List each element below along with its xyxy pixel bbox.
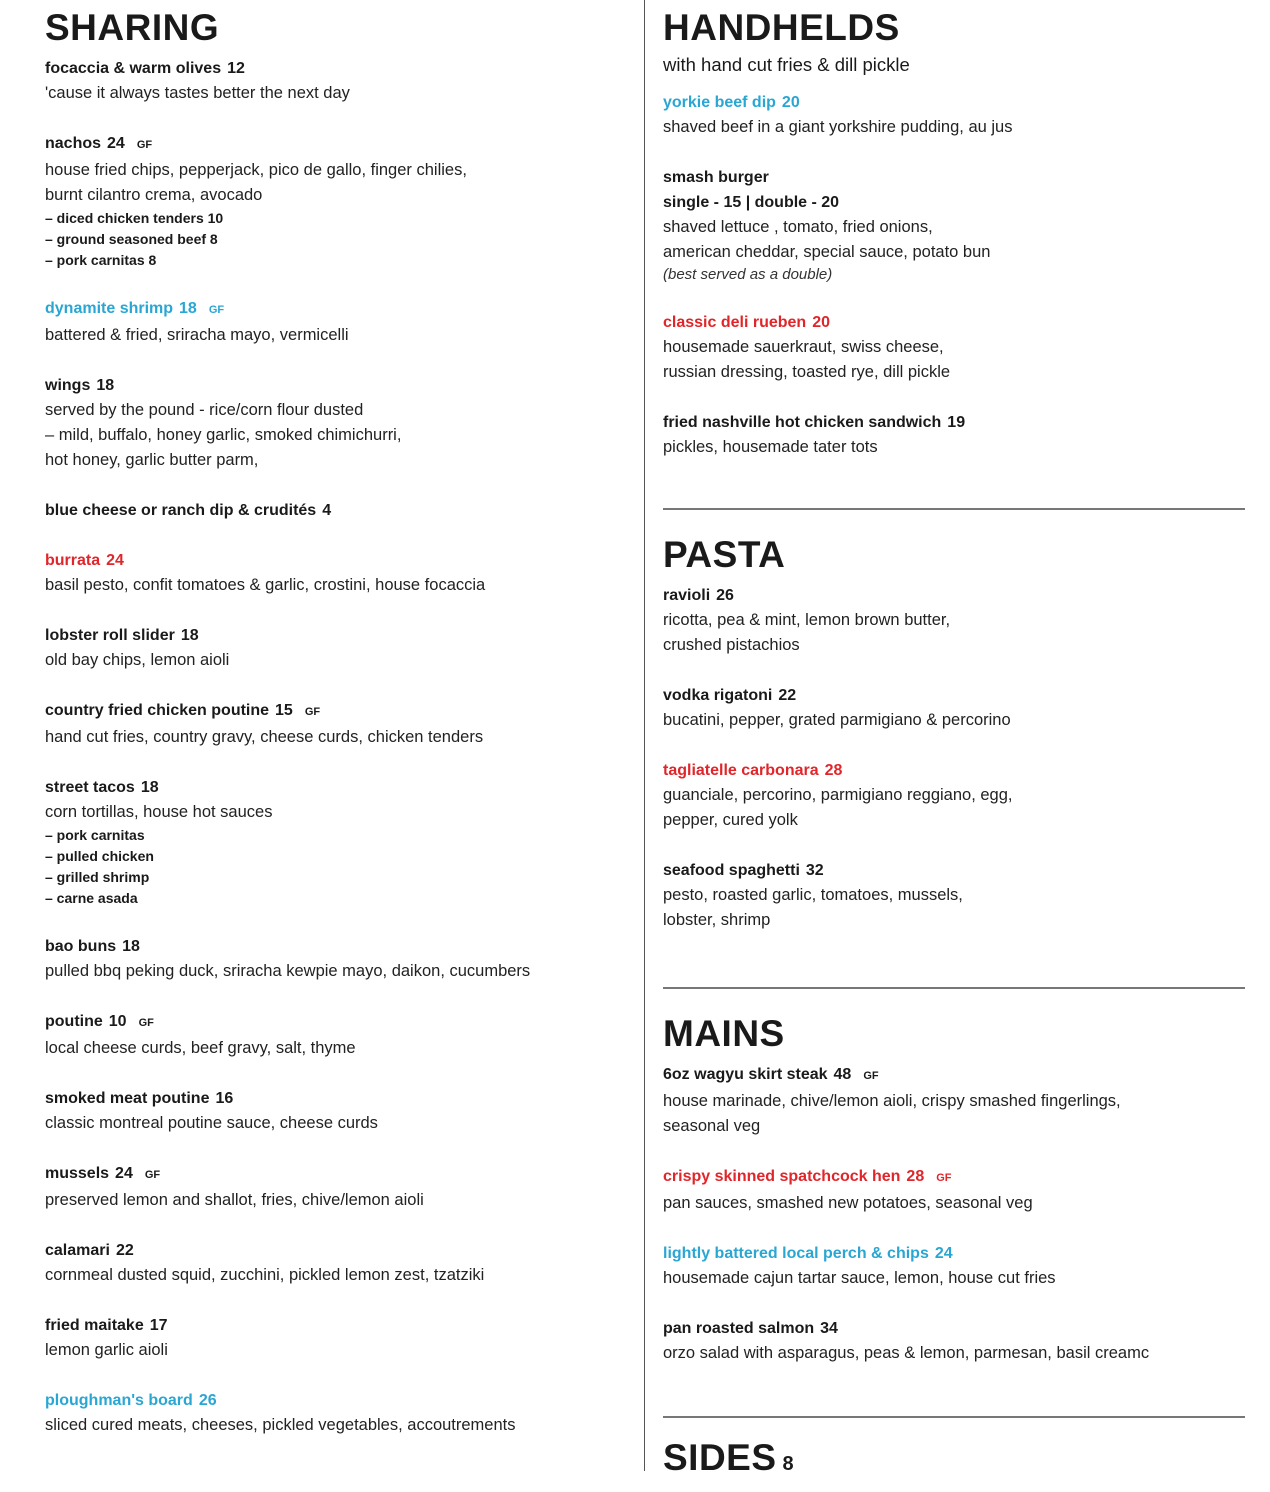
item-name: dynamite shrimp — [45, 300, 174, 317]
section-divider — [663, 508, 1245, 510]
section-heading-text: HANDHELDS — [663, 7, 900, 48]
item-description: burnt cilantro crema, avocado — [45, 186, 263, 204]
item-description: shaved lettuce , tomato, fried onions, — [663, 218, 933, 236]
item-price: 12 — [227, 60, 245, 77]
menu-item — [45, 1313, 635, 1363]
item-add-on: – carne asada — [45, 890, 138, 906]
section-mains — [663, 1006, 1253, 1391]
section-sides — [663, 1430, 1253, 1486]
item-name: street tacos — [45, 779, 135, 796]
item-description: bucatini, pepper, grated parmigiano & percorino — [663, 711, 1011, 729]
section-divider — [663, 987, 1245, 989]
item-price: 26 — [198, 1392, 217, 1409]
item-add-on: – pork carnitas 8 — [45, 252, 157, 268]
item-description: lemon garlic aioli — [45, 1341, 168, 1359]
menu-item — [663, 583, 1253, 658]
section-heading-text: SHARING — [45, 7, 220, 48]
item-name: seafood spaghetti — [663, 862, 800, 879]
item-description: classic montreal poutine sauce, cheese curds — [45, 1114, 378, 1132]
item-description: pan sauces, smashed new potatoes, seasonal veg — [663, 1194, 1033, 1212]
item-title — [45, 698, 635, 725]
section-heading — [663, 527, 1253, 583]
menu-item — [45, 1161, 635, 1213]
item-title — [663, 1316, 1253, 1341]
menu-item — [663, 90, 1253, 140]
menu-item — [663, 858, 1253, 933]
item-name: poutine — [45, 1013, 103, 1030]
menu-item — [45, 498, 635, 523]
item-title — [663, 858, 1253, 883]
item-name: pan roasted salmon — [663, 1320, 815, 1337]
item-name: wings — [45, 377, 91, 394]
item-add-on: – pulled chicken — [45, 848, 154, 864]
menu-item — [663, 1164, 1253, 1216]
menu-item — [45, 775, 635, 909]
item-price: 16 — [215, 1090, 234, 1107]
item-price: 18 — [179, 300, 197, 317]
section-heading-text: MAINS — [663, 1013, 785, 1054]
item-description: local cheese curds, beef gravy, salt, thyme — [45, 1039, 356, 1057]
item-name: vodka rigatoni — [663, 687, 773, 704]
menu-item — [663, 1316, 1253, 1366]
item-description: guanciale, percorino, parmigiano reggiano, egg, — [663, 786, 1013, 804]
item-price: 18 — [140, 779, 159, 796]
item-description: american cheddar, special sauce, potato bun — [663, 243, 991, 261]
section-heading — [45, 0, 635, 56]
section-heading — [663, 1006, 1253, 1062]
item-description: ricotta, pea & mint, lemon brown butter, — [663, 611, 951, 629]
item-price: 24 — [107, 135, 125, 152]
item-description: – mild, buffalo, honey garlic, smoked chimichurri, — [45, 426, 402, 444]
menu-item — [663, 1241, 1253, 1291]
item-name: country fried chicken poutine — [45, 702, 270, 719]
menu-item — [45, 934, 635, 984]
item-description: corn tortillas, house hot sauces — [45, 803, 273, 821]
item-description: lobster, shrimp — [663, 911, 771, 929]
item-name: blue cheese or ranch dip & crudités — [45, 502, 317, 519]
item-name: 6oz wagyu skirt steak — [663, 1066, 828, 1083]
item-title — [663, 410, 1253, 435]
item-description: cornmeal dusted squid, zucchini, pickled lemon zest, tzatziki — [45, 1266, 485, 1284]
menu-item — [663, 410, 1253, 460]
item-add-on: – diced chicken tenders 10 — [45, 210, 224, 226]
item-name: smash burger — [663, 169, 769, 186]
item-title — [663, 310, 1253, 335]
item-name: bao buns — [45, 938, 117, 955]
item-title — [45, 1086, 635, 1111]
item-description: house marinade, chive/lemon aioli, crispy smashed fingerlings, — [663, 1092, 1121, 1110]
section-heading-text: SIDES — [663, 1437, 777, 1478]
item-name: crispy skinned spatchcock hen — [663, 1168, 901, 1185]
gluten-free-badge: GF — [144, 1169, 161, 1181]
item-description: pepper, cured yolk — [663, 811, 798, 829]
item-price: 20 — [781, 94, 800, 111]
item-name: yorkie beef dip — [663, 94, 776, 111]
item-description: served by the pound - rice/corn flour dusted — [45, 401, 364, 419]
item-description: hand cut fries, country gravy, cheese curds, chicken tenders — [45, 728, 484, 746]
item-description: hot honey, garlic butter parm, — [45, 451, 259, 469]
menu-item — [45, 548, 635, 598]
item-description: crushed pistachios — [663, 636, 800, 654]
section-divider — [663, 1416, 1245, 1418]
item-title — [663, 583, 1253, 608]
item-name: smoked meat poutine — [45, 1090, 210, 1107]
item-title — [45, 548, 635, 573]
item-title — [45, 775, 635, 800]
item-title — [45, 1161, 635, 1188]
item-description: preserved lemon and shallot, fries, chive/lemon aioli — [45, 1191, 424, 1209]
menu-item — [45, 373, 635, 473]
section-handhelds — [663, 0, 1253, 485]
item-price: 15 — [275, 702, 293, 719]
item-name: burrata — [45, 552, 101, 569]
item-name: nachos — [45, 135, 102, 152]
section-heading — [663, 0, 1253, 56]
item-price: 4 — [322, 502, 332, 519]
item-price: 26 — [716, 587, 734, 604]
item-name: classic deli rueben — [663, 314, 807, 331]
menu-item — [663, 758, 1253, 833]
item-title — [45, 373, 635, 398]
item-title — [663, 1062, 1253, 1089]
item-title — [45, 1009, 635, 1036]
item-price: 24 — [115, 1165, 133, 1182]
item-name: tagliatelle carbonara — [663, 762, 819, 779]
item-title — [663, 758, 1253, 783]
item-price: 18 — [96, 377, 115, 394]
item-name: fried maitake — [45, 1317, 144, 1334]
menu-item — [45, 1009, 635, 1061]
item-title — [45, 623, 635, 648]
gluten-free-badge: GF — [304, 706, 321, 718]
item-title — [45, 131, 635, 158]
section-heading-text: PASTA — [663, 534, 786, 575]
item-price: 22 — [115, 1242, 134, 1259]
item-name: calamari — [45, 1242, 110, 1259]
menu-item — [45, 1388, 635, 1438]
item-description: basil pesto, confit tomatoes & garlic, crostini, house focaccia — [45, 576, 486, 594]
section-pasta — [663, 527, 1253, 958]
gluten-free-badge: GF — [936, 1172, 952, 1184]
item-description: old bay chips, lemon aioli — [45, 651, 230, 669]
menu-item — [45, 1238, 635, 1288]
item-title — [663, 1164, 1253, 1191]
item-description: battered & fried, sriracha mayo, vermicelli — [45, 326, 349, 344]
item-title — [45, 1238, 635, 1263]
section-sharing — [45, 0, 635, 1463]
menu-item — [663, 683, 1253, 733]
item-title — [45, 498, 635, 523]
item-title — [663, 1241, 1253, 1266]
item-price: 10 — [108, 1013, 127, 1030]
section-heading — [663, 1430, 1253, 1486]
menu-item — [45, 1086, 635, 1136]
item-price: 22 — [778, 687, 797, 704]
item-price: 18 — [122, 938, 140, 955]
menu-item — [45, 296, 635, 348]
item-description: seasonal veg — [663, 1117, 761, 1135]
item-name: lobster roll slider — [45, 627, 175, 644]
item-description: 'cause it always tastes better the next day — [45, 84, 350, 102]
item-title — [45, 1388, 635, 1413]
item-title — [663, 90, 1253, 115]
item-title — [45, 1313, 635, 1338]
item-price: 24 — [934, 1245, 953, 1262]
item-title — [663, 683, 1253, 708]
item-description: housemade cajun tartar sauce, lemon, house cut fries — [663, 1269, 1056, 1287]
menu-item — [663, 165, 1253, 285]
item-title — [45, 56, 635, 81]
gluten-free-badge: GF — [208, 304, 225, 316]
menu-item — [663, 1062, 1253, 1139]
item-title — [45, 296, 635, 323]
item-description: orzo salad with asparagus, peas & lemon, parmesan, basil creamc — [663, 1344, 1150, 1362]
section-subtitle: with hand cut fries & dill pickle — [663, 54, 910, 75]
item-description: russian dressing, toasted rye, dill pickle — [663, 363, 951, 381]
item-price: 28 — [906, 1168, 925, 1185]
item-description: sliced cured meats, cheeses, pickled vegetables, accoutrements — [45, 1416, 516, 1434]
menu-item — [45, 623, 635, 673]
menu-item — [45, 56, 635, 106]
menu-item — [45, 131, 635, 271]
item-description: house fried chips, pepperjack, pico de gallo, finger chilies, — [45, 161, 467, 179]
item-name: ravioli — [663, 587, 711, 604]
gluten-free-badge: GF — [138, 1017, 154, 1029]
item-title — [663, 165, 1253, 190]
item-add-on: – ground seasoned beef 8 — [45, 231, 218, 247]
item-price: 17 — [149, 1317, 168, 1334]
item-name: mussels — [45, 1165, 110, 1182]
item-add-on: – grilled shrimp — [45, 869, 150, 885]
item-description: pickles, housemade tater tots — [663, 438, 878, 456]
item-name: ploughman's board — [45, 1392, 193, 1409]
column-divider — [644, 0, 645, 1471]
item-name: focaccia & warm olives — [45, 60, 222, 77]
item-title — [45, 934, 635, 959]
item-description: housemade sauerkraut, swiss cheese, — [663, 338, 944, 356]
gluten-free-badge: GF — [863, 1070, 879, 1082]
menu-item — [45, 698, 635, 750]
item-price: 32 — [805, 862, 824, 879]
item-pricing-options: single - 15 | double - 20 — [663, 194, 840, 211]
gluten-free-badge: GF — [136, 139, 153, 151]
item-description: shaved beef in a giant yorkshire pudding, au jus — [663, 118, 1013, 136]
item-price: 28 — [824, 762, 843, 779]
item-price: 18 — [180, 627, 199, 644]
item-price: 24 — [106, 552, 124, 569]
section-price: 8 — [782, 1453, 795, 1475]
item-note: (best served as a double) — [663, 266, 833, 283]
menu-item — [663, 310, 1253, 385]
item-description: pulled bbq peking duck, sriracha kewpie mayo, daikon, cucumbers — [45, 962, 531, 980]
item-name: fried nashville hot chicken sandwich — [663, 414, 942, 431]
item-price: 19 — [947, 414, 966, 431]
item-price: 20 — [812, 314, 830, 331]
item-description: pesto, roasted garlic, tomatoes, mussels, — [663, 886, 963, 904]
item-add-on: – pork carnitas — [45, 827, 145, 843]
item-name: lightly battered local perch & chips — [663, 1245, 929, 1262]
item-price: 34 — [820, 1320, 838, 1337]
item-price: 48 — [833, 1066, 852, 1083]
